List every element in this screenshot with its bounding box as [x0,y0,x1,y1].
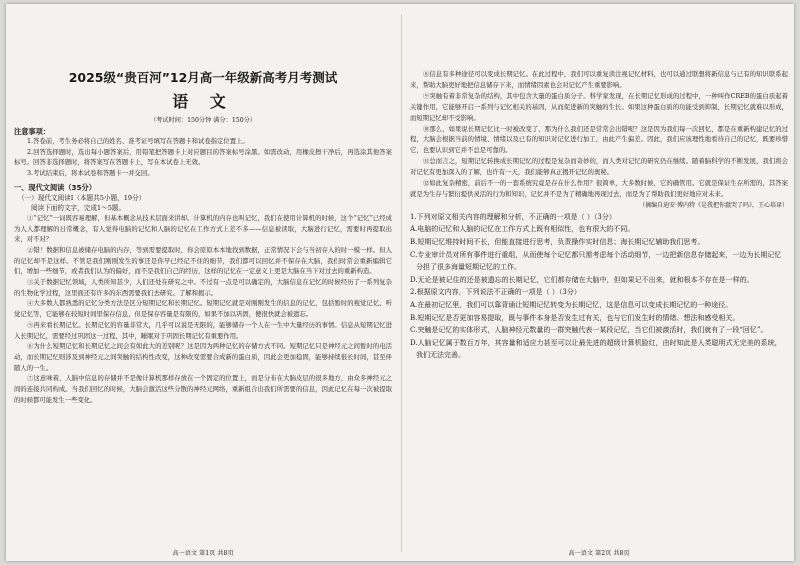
question-stem: 1.下列对原文相关内容的理解和分析，不正确的一项是（ ）（3分） [410,212,616,221]
question-option: B.短期记忆维持时间不长，但能直接进行思考，负责操作实时信息；海长期记忆辅助我们思考。 [410,238,705,247]
question-option: A.电脑的记忆和人脑的记忆在工作方式上既有相似性，也有很大的不同。 [410,225,635,234]
notice-item: 1.答卷前，考生务必将自己的姓名、准考证号填写在答题卡和试卷指定位置上。 [27,138,249,145]
passage-paragraph: ⑥为什么短期记忆和长期记忆之间会有如此大的差别呢？这是因为两种记忆的存储方式不同。短期记忆只是神经元之间暂时的电活动，而长期记忆则涉及到神经元之间突触的结构性改变，这种改变需要合成新的蛋白质，因此会更加稳固，能够持续很长时间，甚至伴随人的一生。 [14,343,392,372]
passage-paragraph: ⑪总而言之，短期记忆转换成长期记忆的过程是复杂而奇妙的，而人类对记忆的研究仍在继续。随着脑科学的不断发展，我们将会对记忆有更加深入的了解，也许有一天，我们能够真正揭开记忆的奥秘。 [410,158,788,177]
passage-paragraph: ①“记忆”一词既容易理解，但基本概念从技术层面来讲却。计算机的内存也叫记忆，我们在使用计算机的时候，这个“记忆”已经成为人人都理解的日常概念，有人觉得电脑的记忆和人脑的记忆在工作方式上差不多——信息被读取，大脑进行记忆，需要时再提取出来，对不对？ [14,214,392,244]
question-option: C.突触是记忆的实体形式，人脑神经元数量的一群突触代表一某段记忆，当它们被激活时，我们就有了一段“回忆”。 [410,326,768,335]
section-heading: 一、现代文阅读（35分） [14,182,96,192]
source-attribution: （摘编自迪安·博内特《是我把你蠢哭了吗》，王心培译） [639,201,788,209]
question-option: A.在最初记忆里，我们可以靠背诵让短期记忆转变为长期记忆，这是信息可以变成长期记忆的一种途径。 [410,301,733,310]
subsection-heading: （一）现代文阅读Ⅰ（本题共5小题，19分） [18,193,146,202]
column-divider [401,14,402,552]
exam-sheet [6,4,794,561]
notice-heading: 注意事项： [14,127,50,136]
passage-paragraph: ④大多数人都熟悉的记忆分类方法是区分短期记忆和长期记忆。短期记忆就是对刚刚发生的信息的记忆，包括暂时的视觉记忆、听觉记忆等，它能够在较短时间里保存信息，但是保存容量是有限的，如果不加以巩固，便很快就会被遗忘。 [14,300,392,319]
question-stem: 2.根据原文内容，下列说法不正确的一项是（ ）（3分） [410,288,581,297]
question-option: C.专业审计员对所有事件进行重组，从而使每个记忆都只需考虑每个活动细节，一边把新信息存储起来，一边为长期记忆分担了很多海量短期记忆的工作。 [410,250,782,272]
page-2 [410,4,788,561]
page-footer: 高一语文 第1页 共8页 [172,550,234,557]
passage-paragraph: ⑧信息有多种途径可以变成长期记忆。在此过程中，我们可以重复读注视记忆材料，也可以通过联想将新信息与已有的知识联系起来，帮助大脑更好地把信息储存下来，而情绪因素也会对记忆产生重要影响。 [410,71,788,89]
question-option: D.无论是被记住的还是被遗忘的长期记忆，它们都存储在大脑中，但如果记不出来，就和根本不存在是一样的。 [410,275,754,284]
exam-info: （考试时间：150分钟 满分：150分） [149,117,257,124]
passage-paragraph: ③关于数据记忆领域，人类所知甚少，人们还处在研究之中。不过有一点是可以确定的，大脑信息在记忆的时候经历了一系列复杂的生物化学过程，这里面还有许多的东西需要我们去研究、了解和揭示。 [14,279,392,297]
passage-paragraph: ⑩那么，如果说长期记忆比一时被改变了，那为什么我们还是常常会出错呢？这是因为我们每一次回忆，都是在重新构建记忆的过程，大脑会根据当前的情境、情绪以及已有的知识对记忆进行加工，由此产生偏差。因此，我们应该理性地看待自己的记忆，既要珍惜它，也要认识到它并不总是可靠的。 [410,125,788,155]
question-option: B.短期记忆是否更加容易提取，既与事件本身是否发生过有关，也与它们发生时的情绪、想法和感受相关。 [410,313,740,322]
passage-paragraph: ⑦这意味着，人脑中信息的存储并不是像计算机那样存放在一个固定的位置上，而是分布在大脑皮层的很多地方，由众多神经元之间的连接共同构成。当我们回忆的时候，大脑会激活这些分散的神经元网络，重新组合出我们所需要的信息，因此记忆在每一次被提取的时候都可能发生一些变化。 [14,375,392,404]
page-1 [14,4,392,561]
page-footer: 高一语文 第2页 共8页 [568,550,630,557]
notice-item: 3.考试结束后，将本试卷和答题卡一并交回。 [27,170,154,178]
question-option: D.人脑记忆属于数百万年，其容量和适应力甚至可以让最先进的超级计算机脸红，由时知此是人类聪明式无完美的系统，我们无法完善。 [410,338,782,360]
subject-title: 语 文 [172,92,234,111]
passage-paragraph: ⑫如此复杂精密，前后不一的一套系统究竟是存在什么作用？很简单，大多数时候，它的确管用。它就是保证生存所需的，其答案就是为生存与繁衍提供灵活的行为和知识，记忆并不是为了精确地再现过去，而是为了帮助我们更好地应对未来。 [410,180,788,198]
passage-paragraph: ⑨突触有着非常复杂的结构，其中包含大量的蛋白质分子。科学家发现，在长期记忆形成的过程中，一种叫作CREB的蛋白质起着关键作用，它能够开启一系列与记忆相关的基因，从而促进新的突触的生长。如果这种蛋白质的功能受到抑制，长期记忆就难以形成，而短期记忆却不受影响。 [410,92,788,122]
reading-instruction: 阅读下面的文字，完成1～5题。 [31,204,126,213]
notice-item: 2.回答选择题时，选出每小题答案后，用铅笔把答题卡上对应题目的答案标号涂黑。如需改动，用橡皮擦干净后，再选涂其他答案标号。回答非选择题时，将答案写在答题卡上，写在本试卷上无效。 [14,148,392,167]
passage-paragraph: ②错！数据和信息被储存电脑的内存，等到需要提取时，你会原原本本地找到数据，正常情况下会与当初存入的时一模一样。但人的记忆却不是这样。不管是我们刚刚发生的事还是你早已经记不住的细节，我们都可以回忆并不保存在大脑，我们时常会重新编辑它们，增加一些细节，或者我们认为的偏好，而不是我们自己的经历，这样的记忆在一定意义上更是大脑在当下对过去的重新构造。 [14,246,392,276]
passage-paragraph: ⑤再来看长期记忆。长期记忆的容量非常大，几乎可以说是无限的，能够储存一个人在一生中大量经历的事情。信息从短期记忆进入长期记忆，需要经过巩固这一过程，其中，睡眠对于巩固长期记忆有重要作用。 [14,321,392,340]
exam-title: 2025级“贵百河”12月高一年级新高考月考测试 [68,70,338,85]
